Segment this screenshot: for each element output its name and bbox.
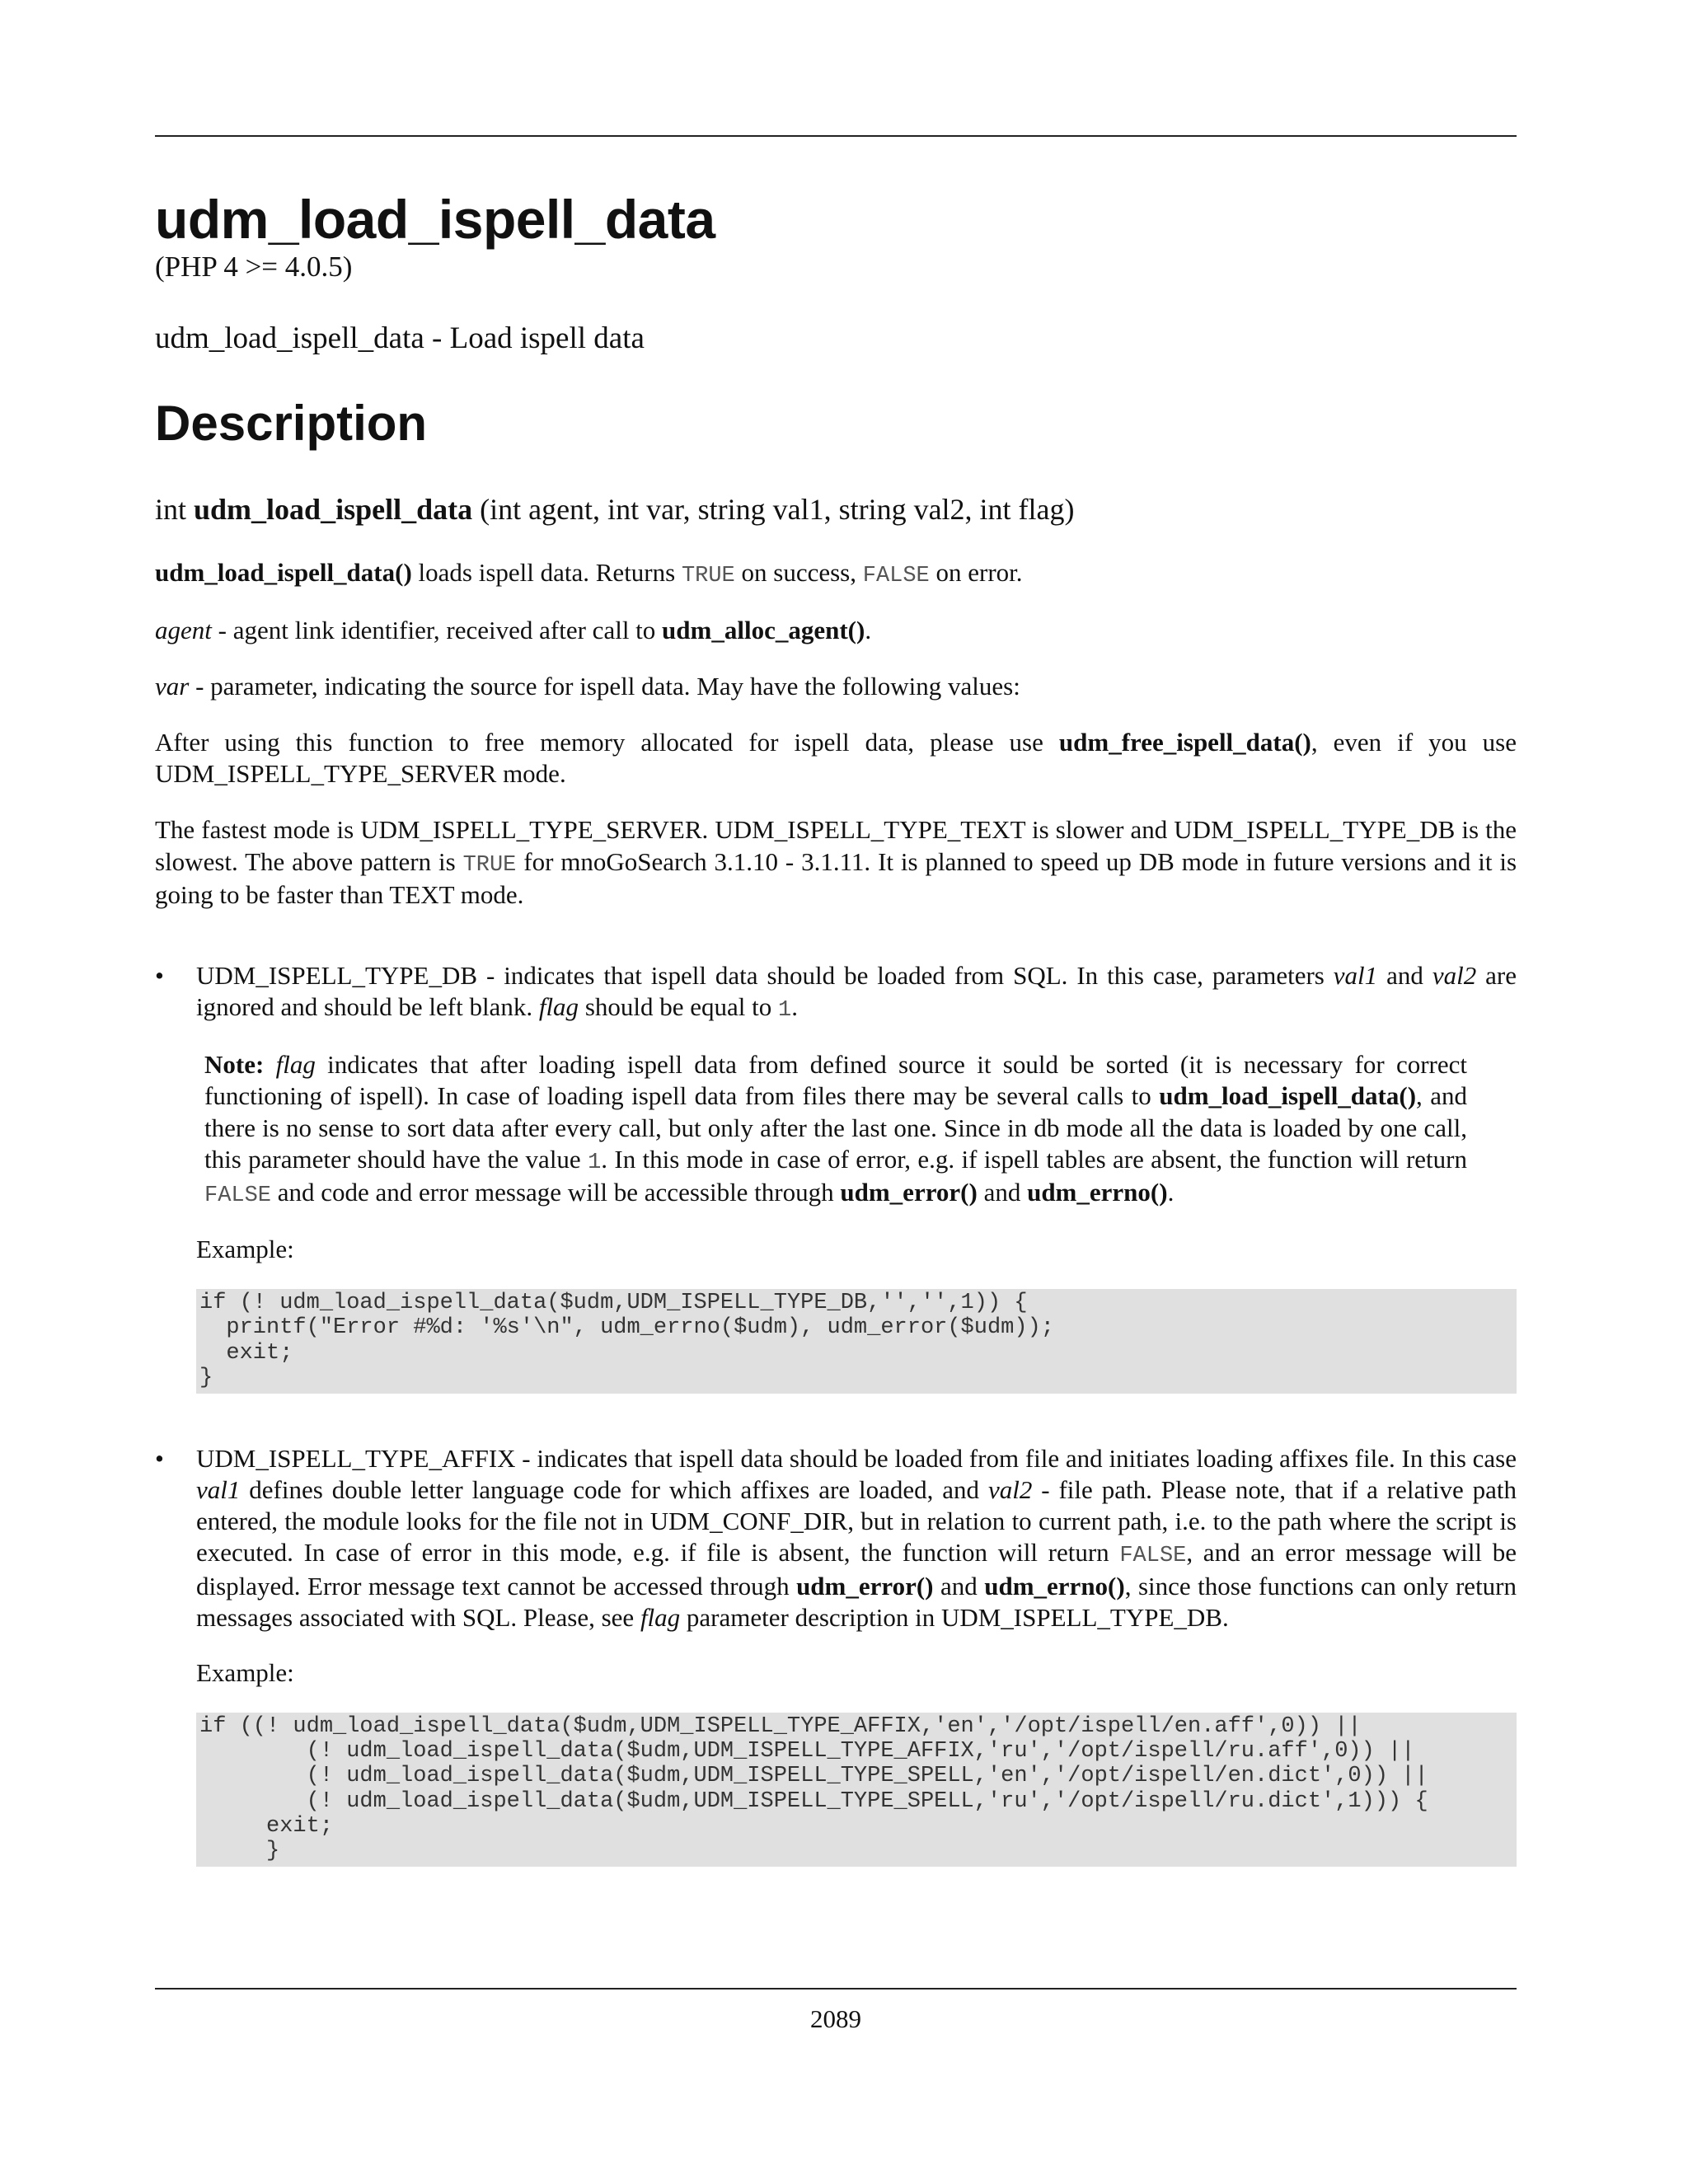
note-label: Note: — [204, 1050, 265, 1080]
param-name: val2 — [1432, 960, 1477, 990]
function-synopsis — [155, 490, 1517, 529]
constant-true: TRUE — [462, 852, 517, 878]
version-info: (PHP 4 >= 4.0.5) — [155, 250, 353, 283]
constant-true: TRUE — [681, 563, 735, 588]
text: , since those functions can only return messages associated with SQL. Please, see — [196, 1571, 1517, 1632]
param-list: (int agent, int var, string val1, string val2, int flag) — [480, 492, 1075, 526]
text: indicates that after loading ispell data from defined source it sould be sorted (it is necessary for correct functioning of ispell). In case of loading ispell data from files there may be several calls to — [204, 1050, 1467, 1111]
code-example-db: if (! udm_load_ispell_data($udm,UDM_ISPELL_TYPE_DB,'','',1)) { printf("Error #%d: '%s'\n", udm_errno($udm), udm_error($udm)); exit; } — [196, 1289, 1517, 1394]
text: . — [865, 615, 872, 644]
text: - file path. Please note, that if a relative path entered, the module looks for the file not in UDM_CONF_DIR, but in relation to current path, i.e. to the path where the script is executed. In case of error in this mode, e.g. if file is absent, the function will return — [196, 1475, 1517, 1568]
literal-value: 1 — [778, 998, 792, 1024]
param-name: val1 — [196, 1475, 241, 1505]
bullet-icon: • — [155, 960, 164, 990]
param-name: flag — [640, 1602, 681, 1632]
item-db-text — [196, 960, 1517, 1024]
para-agent — [155, 615, 1517, 646]
page-number: 2089 — [810, 2004, 861, 2033]
function-name: udm_load_ispell_data — [194, 492, 473, 526]
page-content — [155, 190, 1517, 1867]
param-name: flag — [538, 992, 579, 1022]
text: and — [1377, 960, 1432, 990]
list-item-type-affix — [155, 1443, 1517, 1867]
function-ref: udm_alloc_agent() — [662, 615, 865, 644]
function-ref: udm_load_ispell_data() — [155, 557, 412, 587]
text: . — [1167, 1177, 1175, 1207]
example-label: Example: — [196, 1235, 294, 1264]
para-free-memory — [155, 727, 1517, 790]
function-ref: udm_error() — [840, 1177, 978, 1207]
constant-false: FALSE — [1119, 1544, 1187, 1569]
top-rule — [155, 135, 1517, 137]
function-ref: udm_error() — [796, 1571, 934, 1601]
item-affix-text — [196, 1443, 1517, 1633]
return-type: int — [155, 492, 187, 526]
example-label: Example: — [196, 1657, 294, 1687]
text: UDM_ISPELL_TYPE_DB - indicates that ispell data should be loaded from SQL. In this case, parameters — [196, 960, 1334, 990]
param-name: val2 — [987, 1475, 1033, 1505]
text: and — [933, 1571, 985, 1601]
text: and code and error message will be accessible through — [271, 1177, 841, 1207]
page-title: udm_load_ispell_data — [155, 189, 715, 250]
refpurpose: udm_load_ispell_data - Load ispell data — [155, 321, 645, 355]
text: are ignored and should be left blank. — [196, 960, 1517, 1022]
text: . In this mode in case of error, e.g. if ispell tables are absent, the function will return — [601, 1144, 1467, 1174]
param-name: val1 — [1333, 960, 1378, 990]
text: should be equal to — [579, 992, 778, 1022]
text: , and there is no sense to sort data after every call, but only after the last one. Since in db mode all the data is loaded by one call, this parameter should have the value — [204, 1081, 1467, 1174]
text: and — [977, 1177, 1028, 1207]
text: - agent link identifier, received after call to — [211, 615, 663, 644]
function-ref: udm_free_ispell_data() — [1058, 728, 1311, 757]
text: loads ispell data. Returns — [411, 557, 682, 587]
constant-false: FALSE — [204, 1183, 272, 1208]
bullet-icon: • — [155, 1443, 164, 1473]
para-fastest-mode — [155, 814, 1517, 910]
param-name: flag — [275, 1050, 316, 1080]
text: After using this function to free memory allocated for ispell data, please use — [155, 728, 1059, 757]
text: on success, — [734, 557, 863, 587]
note-block — [204, 1049, 1467, 1210]
text: The fastest mode is UDM_ISPELL_TYPE_SERVER. UDM_ISPELL_TYPE_TEXT is slower and UDM_ISPELL_TYPE_DB is the slowest. The above pattern is — [155, 815, 1517, 876]
text: , even if you use UDM_ISPELL_TYPE_SERVER mode. — [155, 728, 1517, 789]
list-item-type-db — [155, 960, 1517, 1394]
bottom-rule — [155, 1988, 1517, 1990]
para-var — [155, 671, 1517, 702]
text: for mnoGoSearch 3.1.10 - 3.1.11. It is planned to speed up DB mode in future versions and it is going to be faster than TEXT mode. — [155, 846, 1517, 909]
text: . — [791, 992, 798, 1022]
constant-false: FALSE — [862, 563, 930, 588]
literal-value: 1 — [588, 1150, 602, 1175]
param-name: var — [155, 672, 190, 701]
text: defines double letter language code for which affixes are loaded, and — [240, 1475, 988, 1505]
para-returns — [155, 557, 1517, 590]
function-ref: udm_errno() — [1027, 1177, 1168, 1207]
code-example-affix: if ((! udm_load_ispell_data($udm,UDM_ISPELL_TYPE_AFFIX,'en','/opt/ispell/en.aff',0)) || (! udm_load_ispell_data($udm,UDM_ISPELL_TYPE_AFFIX,'ru','/opt/ispell/ru.aff',0)) || (! udm_load_ispell_data($udm,UDM_ISPELL_TYPE_SPELL,'en','/opt/ispell/en.dict',0)) || (! udm_load_ispell_data($udm,UDM_ISPELL_TYPE_SPELL,'ru','/opt/ispell/ru.dict',1))) { exit; } — [196, 1713, 1517, 1867]
function-ref: udm_load_ispell_data() — [1159, 1081, 1417, 1111]
param-name: agent — [155, 615, 212, 644]
text: - parameter, indicating the source for ispell data. May have the following values: — [189, 672, 1020, 701]
text: parameter description in UDM_ISPELL_TYPE_DB. — [680, 1602, 1229, 1632]
text: on error. — [929, 557, 1023, 587]
text: , and an error message will be displayed. Error message text cannot be accessed through — [196, 1538, 1517, 1601]
function-ref: udm_errno() — [984, 1571, 1125, 1601]
text: UDM_ISPELL_TYPE_AFFIX - indicates that ispell data should be loaded from file and initiates loading affixes file. In this case — [196, 1443, 1517, 1473]
description-heading: Description — [155, 395, 428, 451]
